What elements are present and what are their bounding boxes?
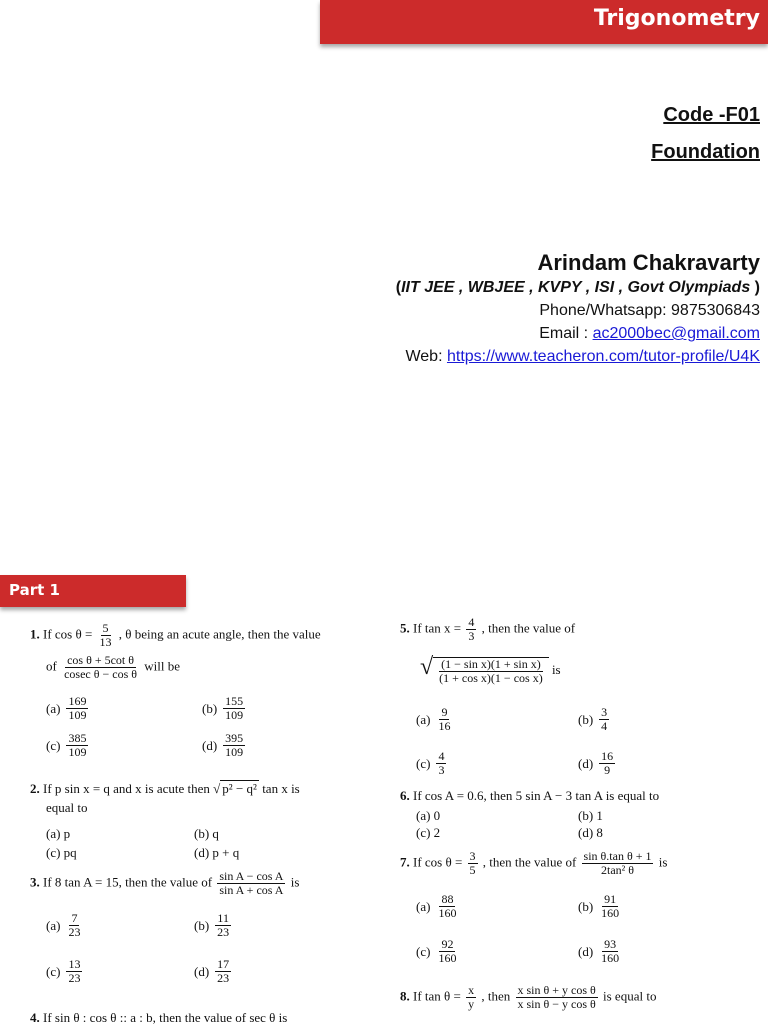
- document-code: Code -F01: [663, 104, 760, 126]
- option: (b) 1: [578, 808, 603, 823]
- math-text: sin θ.tan θ + 1: [583, 849, 652, 863]
- math-text: (a): [416, 711, 431, 727]
- math-text: [66, 912, 82, 939]
- option: (a) 0: [416, 808, 441, 823]
- math-text: 7: [71, 911, 78, 925]
- math-text: (b): [202, 700, 218, 716]
- math-text: 395: [225, 731, 244, 745]
- option: [416, 750, 448, 777]
- question-text: is: [551, 662, 561, 677]
- question-text: If p sin x = q and x is acute then: [43, 781, 210, 796]
- fraction: [217, 870, 285, 897]
- question-number: 1.: [30, 626, 40, 642]
- option: (d) p + q: [194, 845, 240, 860]
- option: (b) q: [194, 826, 219, 841]
- option: [578, 938, 623, 965]
- question-text: tan x is: [262, 781, 300, 796]
- option: [202, 695, 247, 722]
- math-text: 9: [441, 705, 448, 719]
- math-text: 23: [68, 971, 81, 986]
- option: (a) p: [46, 826, 71, 841]
- option: [46, 732, 90, 759]
- math-text: 88: [441, 892, 454, 906]
- phone-line: Phone/Whatsapp: 9875306843: [539, 302, 760, 319]
- math-text: 5: [469, 863, 476, 878]
- math-text: (b): [194, 917, 210, 933]
- title-banner: [320, 0, 768, 44]
- math-text: 160: [438, 951, 457, 966]
- question-text: If tan x =: [413, 620, 462, 636]
- fraction: [466, 616, 476, 643]
- question-text: If tan θ =: [413, 988, 461, 1004]
- question-5: [400, 616, 575, 643]
- email-label: Email :: [539, 325, 593, 342]
- math-text: 93: [604, 937, 617, 951]
- math-text: (c): [46, 963, 61, 979]
- email-link[interactable]: ac2000bec@gmail.com: [592, 325, 760, 342]
- math-text: 4: [601, 719, 608, 734]
- question-number: 7.: [400, 854, 410, 870]
- math-text: 92: [441, 937, 454, 951]
- math-text: 109: [225, 745, 244, 760]
- math-text: [436, 706, 452, 733]
- web-line: [405, 348, 760, 366]
- math-text: [433, 657, 549, 685]
- option: [578, 706, 611, 733]
- math-text: (c): [46, 737, 61, 753]
- math-text: 4: [438, 749, 445, 763]
- page-title: Trigonometry: [593, 6, 760, 31]
- math-text: [215, 958, 231, 985]
- option: [46, 912, 84, 939]
- math-text: 11: [217, 911, 229, 925]
- question-3: [30, 870, 299, 897]
- math-text: 2tan² θ: [601, 863, 635, 878]
- math-text: x: [468, 983, 475, 997]
- question-text: If 8 tan A = 15, then the value of: [43, 874, 213, 890]
- math-text: 169: [68, 694, 87, 708]
- question-text: is: [658, 854, 668, 870]
- math-text: [599, 938, 621, 965]
- fraction: [468, 850, 478, 877]
- math-text: [599, 750, 615, 777]
- math-text: (d): [194, 963, 210, 979]
- math-text: 16: [601, 749, 614, 763]
- option: [46, 695, 90, 722]
- math-text: 5: [102, 621, 109, 635]
- math-text: 16: [438, 719, 451, 734]
- web-label: Web:: [405, 348, 447, 365]
- math-text: 13: [99, 635, 112, 650]
- fraction: [516, 984, 598, 1011]
- document-level: Foundation: [651, 141, 760, 163]
- question-8: [400, 984, 656, 1011]
- math-text: 109: [68, 708, 87, 723]
- math-text: 109: [68, 745, 87, 760]
- question-1: [30, 622, 321, 649]
- sqrt-symbol: √: [420, 654, 434, 680]
- math-text: 385: [68, 731, 87, 745]
- option: [194, 958, 233, 985]
- web-link[interactable]: https://www.teacheron.com/tutor-profile/U4K: [446, 348, 760, 365]
- question-text: , then the value of: [481, 620, 576, 636]
- question-number: 2.: [30, 781, 40, 796]
- math-text: 160: [601, 951, 620, 966]
- math-text: (b): [578, 898, 594, 914]
- question-number: 5.: [400, 620, 410, 636]
- math-text: (1 + cos x)(1 − cos x): [439, 671, 543, 686]
- fraction: [466, 984, 476, 1011]
- math-text: (a): [46, 700, 61, 716]
- math-text: [599, 893, 621, 920]
- math-text: (a): [46, 917, 61, 933]
- question-1-line-2: [46, 654, 180, 681]
- question-text: is equal to: [603, 988, 657, 1004]
- question-number: 6.: [400, 788, 410, 803]
- question-number: 3.: [30, 874, 40, 890]
- math-text: cos θ + 5cot θ: [67, 653, 135, 667]
- math-text: (d): [202, 737, 218, 753]
- option: [416, 938, 460, 965]
- question-number: 4.: [30, 1010, 40, 1024]
- math-text: 17: [217, 957, 230, 971]
- fraction: [582, 850, 654, 877]
- question-2: [30, 780, 300, 797]
- fraction: [98, 622, 114, 649]
- option: [46, 958, 84, 985]
- math-text: [436, 893, 458, 920]
- question-text: If cos A = 0.6, then 5 sin A − 3 tan A is equal to: [413, 788, 660, 803]
- math-text: [66, 732, 88, 759]
- math-text: (d): [578, 943, 594, 959]
- math-text: 13: [68, 957, 81, 971]
- math-text: [436, 938, 458, 965]
- option: (c) 2: [416, 825, 441, 840]
- math-text: cosec θ − cos θ: [64, 667, 138, 682]
- math-text: 3: [438, 763, 445, 778]
- math-text: 160: [438, 906, 457, 921]
- option: [194, 912, 233, 939]
- question-number: 8.: [400, 988, 410, 1004]
- option: [202, 732, 247, 759]
- radicand: p² − q²: [222, 781, 257, 796]
- option: [578, 750, 617, 777]
- math-text: 91: [604, 892, 617, 906]
- option: [416, 706, 454, 733]
- question-6: [400, 788, 659, 804]
- question-text: of: [46, 658, 57, 674]
- fraction: [62, 654, 139, 681]
- math-text: [223, 695, 245, 722]
- math-text: 3: [469, 849, 476, 863]
- math-text: x sin θ − y cos θ: [517, 997, 596, 1012]
- option: (d) 8: [578, 825, 603, 840]
- question-2-line-2: equal to: [46, 800, 88, 815]
- math-text: 4: [468, 615, 475, 629]
- math-text: sin A − cos A: [219, 869, 284, 883]
- question-text: If sin θ : cos θ :: a : b, then the value of sec θ is: [43, 1010, 288, 1024]
- option: [578, 893, 623, 920]
- math-text: (c): [416, 755, 431, 771]
- fraction: [437, 658, 545, 685]
- question-text: is: [290, 874, 300, 890]
- email-line: [539, 325, 760, 343]
- math-text: 3: [601, 705, 608, 719]
- part-banner: [0, 575, 186, 607]
- math-text: (a): [416, 898, 431, 914]
- question-5-line-2: [420, 652, 561, 685]
- exam-list: (IIT JEE , WBJEE , KVPY , ISI , Govt Olympiads ): [395, 279, 760, 296]
- question-4: [30, 1010, 287, 1024]
- math-text: [66, 958, 82, 985]
- math-text: x sin θ + y cos θ: [517, 983, 596, 997]
- math-text: [436, 750, 446, 777]
- part-label: Part 1: [9, 581, 60, 599]
- question-text: , then the value of: [482, 854, 577, 870]
- math-text: 3: [468, 629, 475, 644]
- question-7: [400, 850, 667, 877]
- math-text: [599, 706, 609, 733]
- math-text: 9: [604, 763, 611, 778]
- math-text: [223, 732, 245, 759]
- option: [416, 893, 460, 920]
- math-text: [66, 695, 88, 722]
- math-text: 23: [68, 925, 81, 940]
- math-text: [215, 912, 231, 939]
- author-name: Arindam Chakravarty: [537, 250, 760, 275]
- exam-list-text: IIT JEE , WBJEE , KVPY , ISI , Govt Olympiads: [401, 279, 751, 296]
- question-text: , θ being an acute angle, then the value: [118, 626, 321, 642]
- math-text: (c): [416, 943, 431, 959]
- math-text: 160: [601, 906, 620, 921]
- question-text: If cos θ =: [43, 626, 93, 642]
- option: (c) pq: [46, 845, 77, 860]
- math-text: 23: [217, 925, 230, 940]
- math-text: sin A + cos A: [219, 883, 284, 898]
- math-text: (d): [578, 755, 594, 771]
- math-text: (1 − sin x)(1 + sin x): [441, 656, 541, 671]
- math-text: 23: [217, 971, 230, 986]
- question-text: If cos θ =: [413, 854, 463, 870]
- math-text: 109: [225, 708, 244, 723]
- math-text: 155: [225, 694, 244, 708]
- question-text: will be: [144, 658, 181, 674]
- math-text: (b): [578, 711, 594, 727]
- sqrt-symbol: √: [213, 781, 221, 796]
- math-text: y: [468, 997, 475, 1012]
- question-text: , then: [481, 988, 511, 1004]
